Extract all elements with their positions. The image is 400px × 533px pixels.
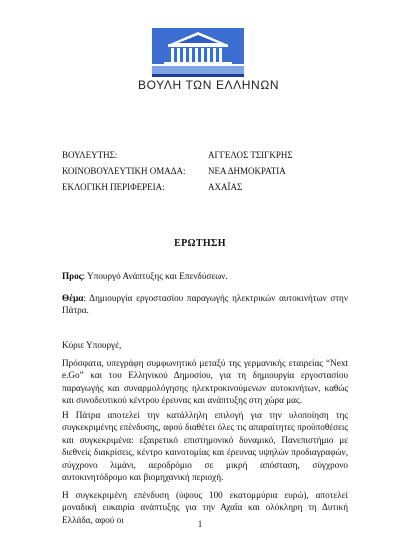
info-row-constituency (62, 182, 362, 194)
info-label: ΕΚΛΟΓΙΚΗ ΠΕΡΙΦΕΡΕΙΑ: (62, 182, 165, 192)
body-paragraph: Πρόσφατα, υπεγράφη συμφωνητικό μεταξύ της γερμανικής εταιρείας “Next e.Go” και του Ελληνικού Δημοσίου, για τη δημιουργία εργοστασίου παραγωγής και συναρμολόγησης ηλεκτροκινούμενων αυτοκινήτων, καθώς και συνοδευτικού κέντρου έρευνας και ανάπτυξης στη χώρα μας. (62, 358, 348, 406)
info-row-member (62, 150, 362, 162)
logo-lower-band (152, 66, 244, 74)
salutation: Κύριε Υπουργέ, (62, 340, 122, 350)
recipient-label: Προς (62, 271, 83, 281)
info-value: ΑΓΓΕΛΟΣ ΤΣΙΓΚΡΗΣ (208, 150, 293, 160)
logo-columns (171, 48, 222, 62)
page-number: 1 (197, 519, 203, 529)
recipient-line (62, 270, 348, 282)
info-label: ΒΟΥΛΕΥΤΗΣ: (62, 150, 118, 160)
recipient-text: : Υπουργό Ανάπτυξης και Επενδύσεων. (82, 271, 228, 281)
subject-label: Θέμα (62, 293, 84, 303)
info-value: ΑΧΑΪΑΣ (208, 182, 243, 192)
logo-entablature (168, 44, 228, 47)
subject-line (62, 292, 348, 317)
logo-caption: ΒΟΥΛΗ ΤΩΝ ΕΛΛΗΝΩΝ (138, 78, 280, 92)
document-title: ΕΡΩΤΗΣΗ (174, 238, 226, 249)
logo-lower-band-2 (152, 74, 244, 77)
subject-text: : Δημιουργία εργοστασίου παραγωγής ηλεκτρικών αυτοκινήτων στην Πάτρα. (62, 293, 348, 316)
info-value: ΝΕΑ ΔΗΜΟΚΡΑΤΙΑ (208, 166, 286, 176)
logo-steps (164, 62, 232, 65)
info-row-party (62, 166, 362, 178)
body-paragraph: Η συγκεκριμένη επένδυση (ύψους 100 εκατομμύρια ευρώ), αποτελεί μοναδική ευκαιρία ανάπτυξης για την Αχαΐα και ολόκληρη τη Δυτική Ελλάδα, αφού οι (62, 490, 348, 525)
body-paragraph: Η Πάτρα αποτελεί την κατάλληλη επιλογή για την υλοποίηση της συγκεκριμένης επένδυσης, αφού διαθέτει όλες τις απαραίτητες προϋποθέσεις και συγκεκριμένα: εξαιρετικό επιστημονικό δυναμικό, Πανεπιστήμιο με διεθνείς διακρίσεις, κέντρο καινοτομίας και έρευνας υψηλών προδιαγραφών, σύγχρονο λιμάνι, αεροδρόμιο σε μικρή απόσταση, σύγχρονο αυτοκινητόδρομο και βιομηχανική περιοχή. (62, 410, 348, 483)
info-label: ΚΟΙΝΟΒΟΥΛΕΥΤΙΚΗ ΟΜΑΔΑ: (62, 166, 186, 176)
